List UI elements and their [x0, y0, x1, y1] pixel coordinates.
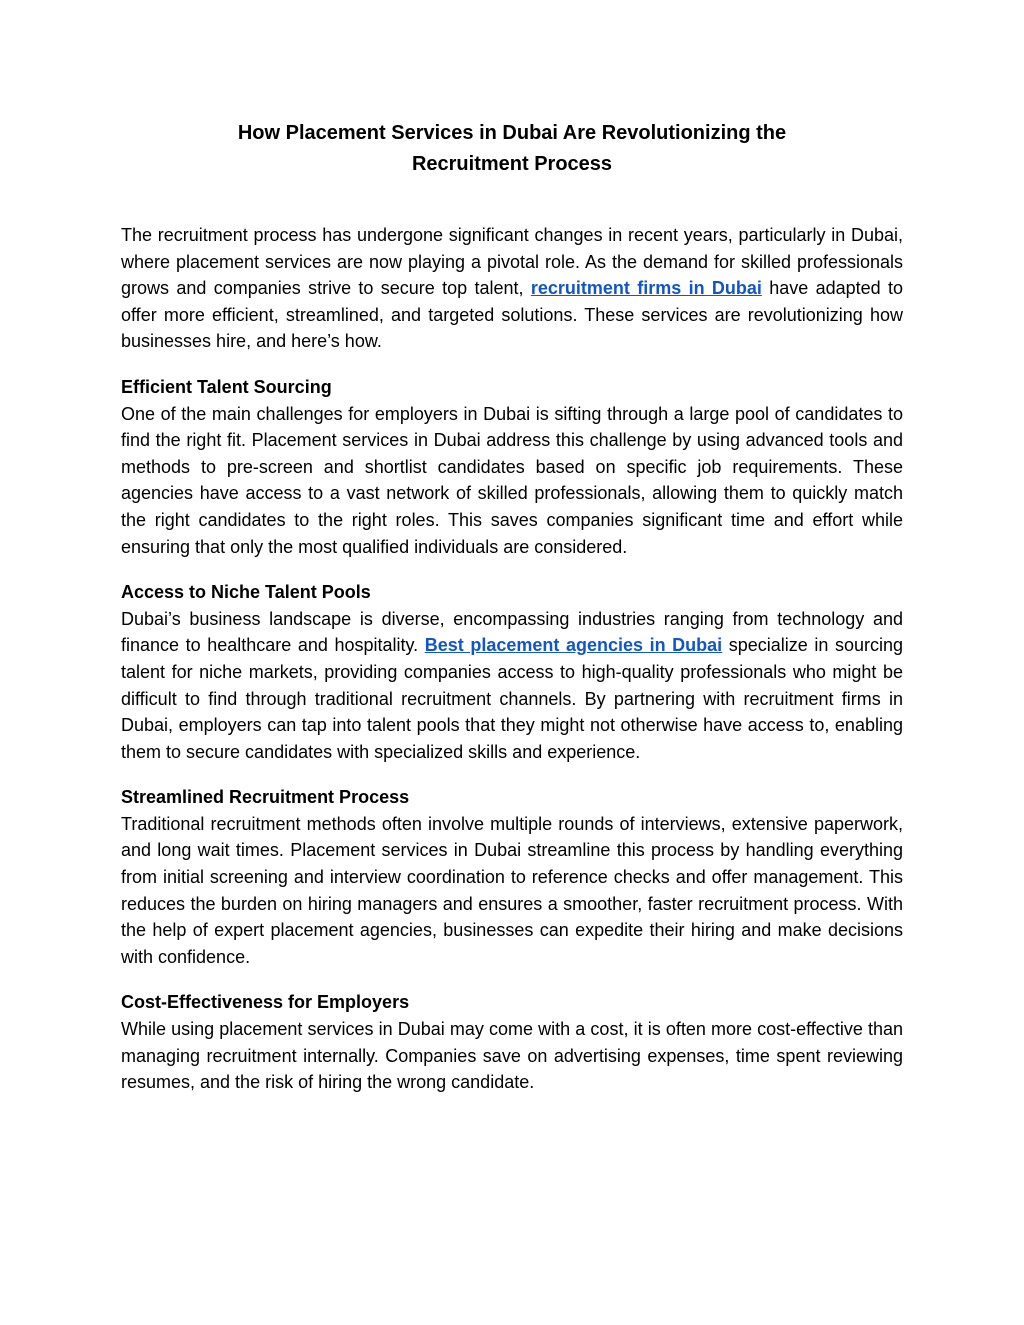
section-body [121, 606, 903, 766]
intro-paragraph [121, 222, 903, 355]
document-page [121, 118, 903, 1096]
section-text-before-link: Dubai’s business landscape is diverse, encompassing industries ranging from technology and finance to healthcare and hospitality. [121, 608, 903, 656]
intro-text-after-link: have adapted to offer more efficient, streamlined, and targeted solutions. These services are revolutionizing how businesses hire, and here’s how. [121, 278, 904, 352]
section-heading: Efficient Talent Sourcing [121, 376, 332, 397]
page-title-line-2: Recruitment Process [411, 153, 613, 175]
page-title [121, 118, 903, 180]
section-body: Traditional recruitment methods often involve multiple rounds of interviews, extensive paperwork, and long wait times. Placement services in Dubai streamline this process by handling everything from initial screening and interview coordination to reference checks and offer management. This reduces the burden on hiring managers and ensures a smoother, faster recruitment process. With the help of expert placement agencies, businesses can expedite their hiring and make decisions with confidence. [121, 813, 903, 967]
intro-text-before-link: The recruitment process has undergone significant changes in recent years, particularly in Dubai, where placement services are now playing a pivotal role. As the demand for skilled professionals grows and companies strive to secure top talent, [121, 225, 903, 299]
section-heading: Access to Niche Talent Pools [121, 582, 371, 603]
section-access-to-niche-talent-pools [121, 579, 903, 765]
section-body: While using placement services in Dubai may come with a cost, it is often more cost-effective than managing recruitment internally. Companies save on advertising expenses, time spent reviewing resumes, and the risk of hiring the wrong candidate. [121, 1019, 903, 1093]
section-cost-effectiveness [121, 989, 903, 1095]
section-streamlined-recruitment-process [121, 784, 903, 970]
page-title-line-1: How Placement Services in Dubai Are Revolutionizing the [237, 122, 787, 144]
section-body: One of the main challenges for employers in Dubai is sifting through a large pool of candidates to find the right fit. Placement services in Dubai address this challenge by using advanced tools and methods to pre-screen and shortlist candidates based on specific job requirements. These agencies have access to a vast network of skilled professionals, allowing them to quickly match the right candidates to the right roles. This saves companies significant time and effort while ensuring that only the most qualified individuals are considered. [121, 403, 903, 557]
section-heading: Cost-Effectiveness for Employers [121, 992, 410, 1013]
section-text-after-link: specialize in sourcing talent for niche markets, providing companies access to high-quality professionals who might be difficult to find through traditional recruitment channels. By partnering with recruitment firms in Dubai, employers can tap into talent pools that they might not otherwise have access to, enabling them to secure candidates with specialized skills and experience. [121, 635, 904, 762]
section-efficient-talent-sourcing [121, 374, 903, 560]
recruitment-firms-link[interactable]: recruitment firms in Dubai [530, 278, 762, 299]
best-placement-agencies-link[interactable]: Best placement agencies in Dubai [424, 635, 723, 656]
section-heading: Streamlined Recruitment Process [121, 787, 410, 808]
